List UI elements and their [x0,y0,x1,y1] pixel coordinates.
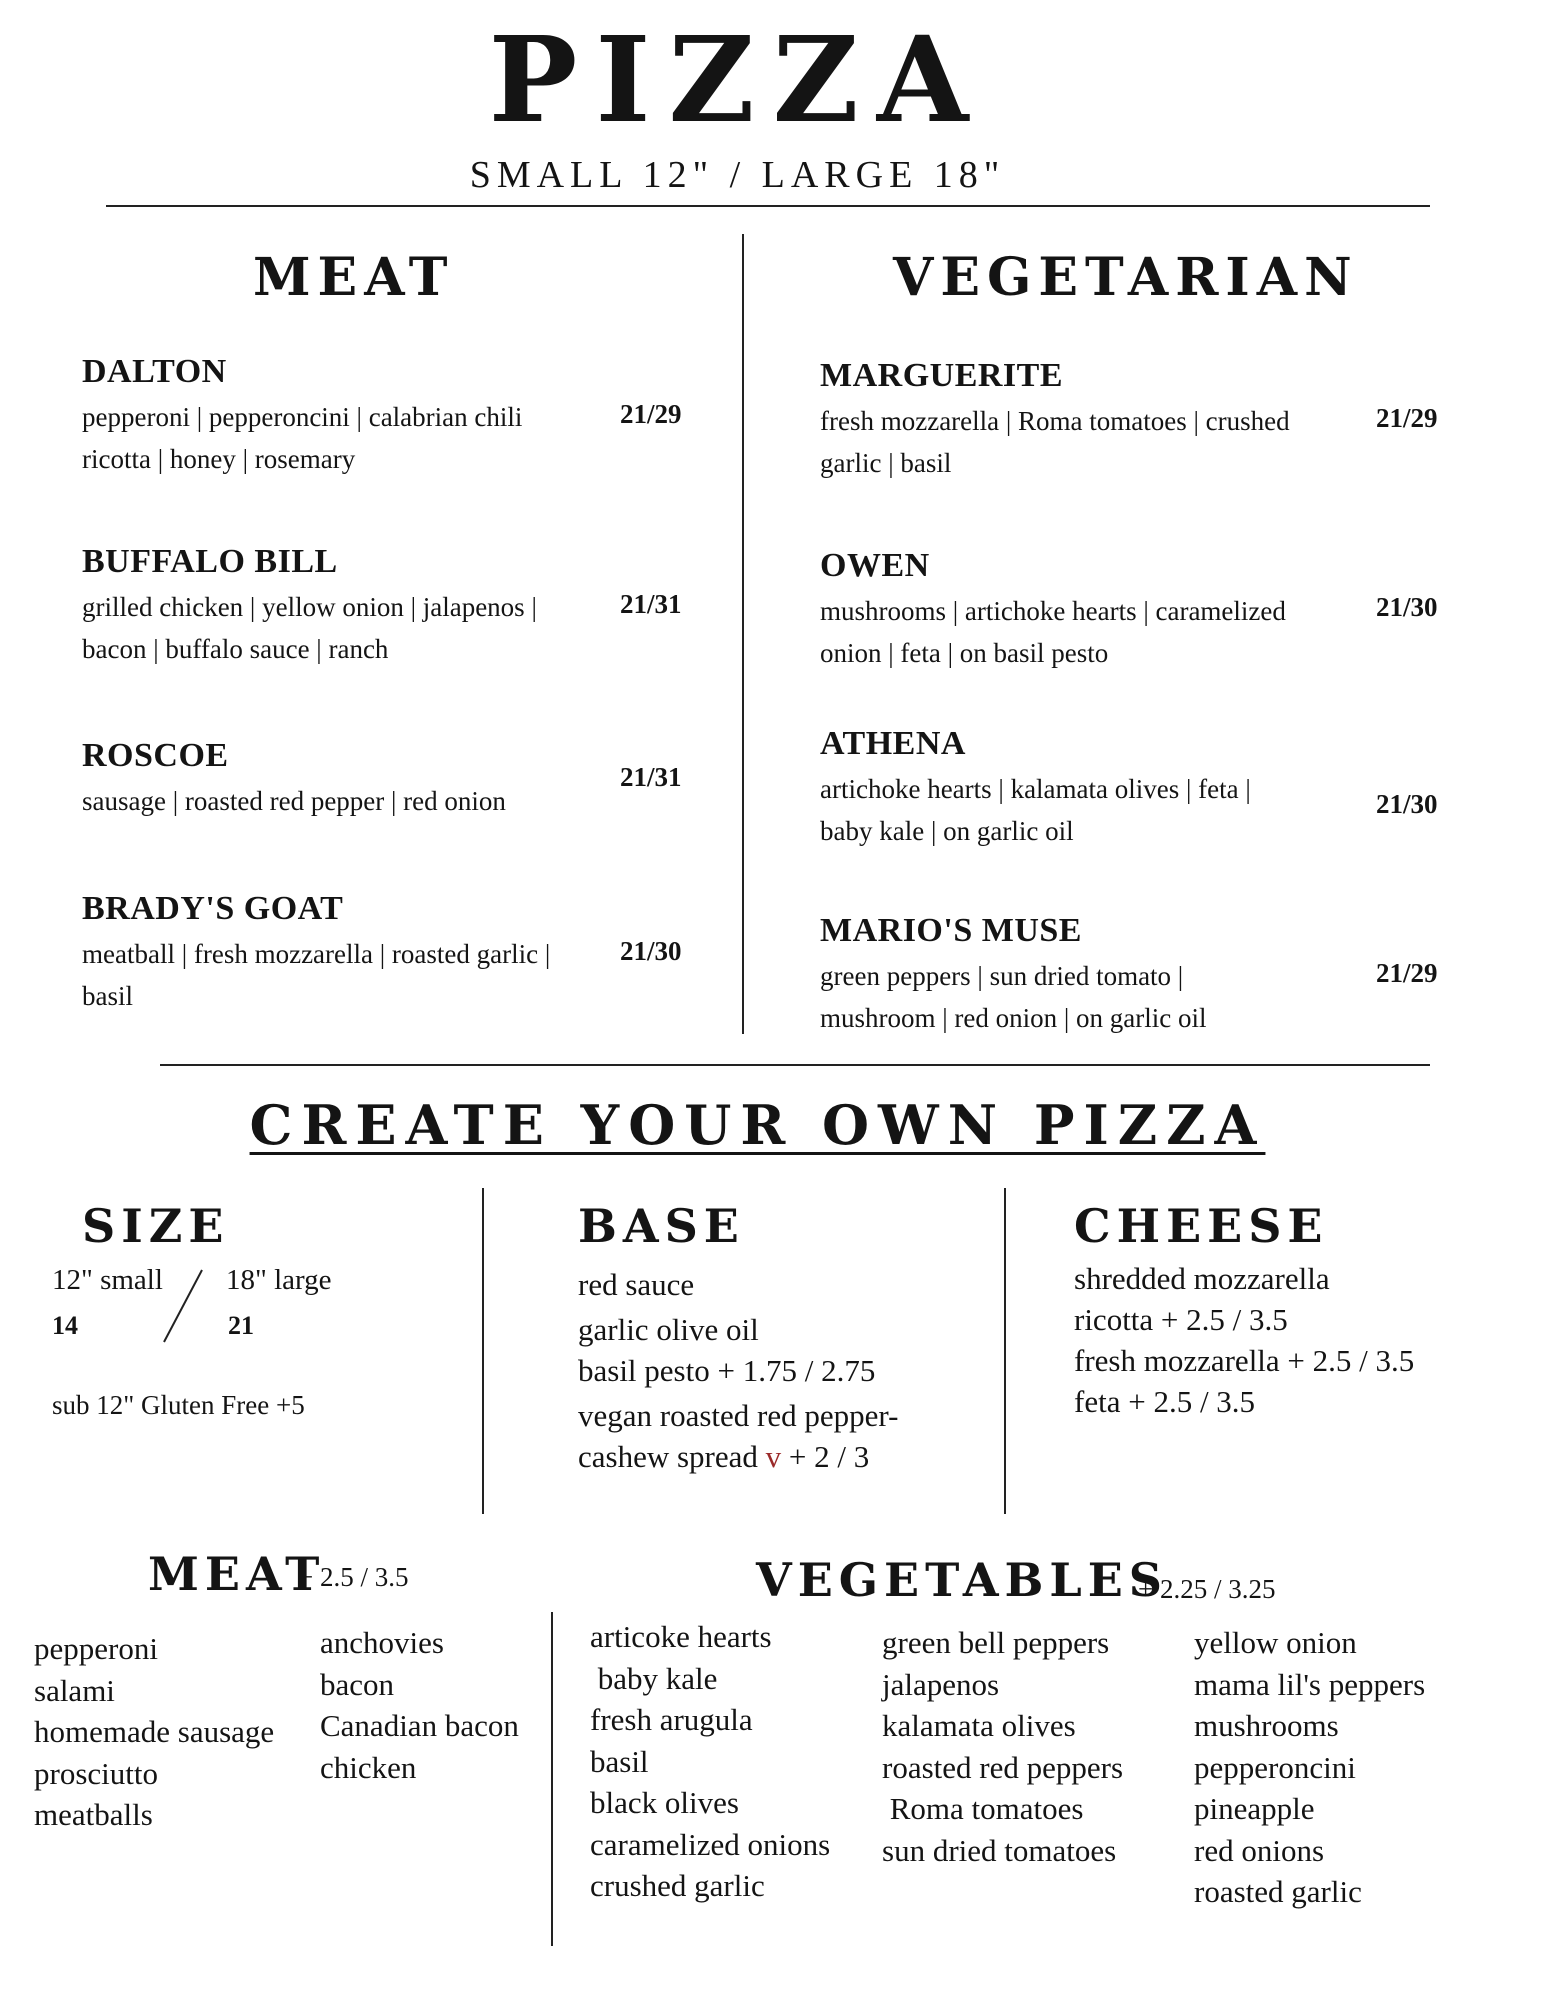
pizza-description: artichoke hearts | kalamata olives | feta | baby kale | on garlic oil [820,774,1251,846]
pizza-description: pepperoni | pepperoncini | calabrian chili ricotta | honey | rosemary [82,402,523,474]
list-item: basil [590,1743,649,1779]
list-item: ricotta + 2.5 / 3.5 [1074,1302,1288,1337]
list-item: red sauce [578,1267,695,1302]
meat-heading: MEAT [253,247,455,308]
pizza-price: 21/29 [1376,403,1438,433]
list-item: articoke hearts [590,1619,772,1654]
section-divider [160,1064,1430,1066]
list-item: feta + 2.5 / 3.5 [1074,1384,1256,1419]
pizza-price: 21/31 [620,762,682,792]
pizza-description: mushrooms | artichoke hearts | caramelized onion | feta | on basil pesto [820,596,1286,668]
pizza-description: grilled chicken | yellow onion | jalapenos | bacon | buffalo sauce | ranch [82,592,537,664]
pizza-price: 21/30 [1376,592,1438,622]
list-item: roasted garlic [1194,1874,1362,1909]
pizza-description: meatball | fresh mozzarella | roasted garlic | basil [82,939,551,1011]
pizza-name: MARIO'S MUSE [820,912,1082,949]
list-item: garlic olive oil [578,1312,759,1347]
list-item: kalamata olives [882,1708,1076,1743]
meat-toppings-column-2 [320,1622,519,1788]
list-item: pineapple [1194,1791,1315,1826]
large-size-price: 21 [228,1311,254,1340]
list-item: sun dried tomatoes [882,1832,1117,1868]
list-item: cashew spread v + 2 / 3 [578,1439,870,1474]
pizza-name: DALTON [82,353,227,390]
pizza-price: 21/30 [1376,789,1438,819]
vegan-mark: v [765,1439,782,1474]
pizza-price: 21/31 [620,589,682,619]
size-heading: SIZE [82,1199,230,1253]
list-item: red onions [1194,1832,1325,1868]
pizza-name: MARGUERITE [820,357,1064,394]
list-item: salami [34,1672,115,1708]
base-list [578,1264,898,1477]
cheese-list [1074,1258,1414,1422]
list-item: yellow onion [1194,1625,1357,1660]
list-item: shredded mozzarella [1074,1261,1330,1296]
pizza-price: 21/29 [620,399,682,429]
list-item: black olives [590,1785,739,1820]
list-item: fresh mozzarella + 2.5 / 3.5 [1074,1343,1415,1378]
pizza-name: BRADY'S GOAT [82,890,344,927]
size-subtitle: SMALL 12" / LARGE 18" [469,154,1006,196]
small-size-price: 14 [52,1311,78,1340]
large-size-label: 18" large [226,1264,332,1296]
vegetables-column-1 [590,1616,830,1907]
pizza-description: green peppers | sun dried tomato | mushroom | red onion | on garlic oil [820,961,1207,1033]
pizza-name: ATHENA [820,725,966,762]
list-item: green bell peppers [882,1625,1110,1660]
base-heading: BASE [578,1199,745,1253]
list-item: fresh arugula [590,1702,753,1737]
cheese-heading: CHEESE [1074,1199,1329,1253]
column-divider [482,1188,484,1514]
list-item: chicken [320,1749,417,1785]
pizza-price: 21/29 [1376,958,1438,988]
list-item: jalapenos [882,1666,1000,1702]
list-item: pepperoni [34,1631,158,1666]
pizza-name: OWEN [820,547,930,584]
pizza-name: ROSCOE [82,737,229,774]
vegetables-heading: VEGETABLES [756,1553,1169,1607]
column-divider [1004,1188,1006,1514]
list-item: vegan roasted red pepper- [578,1398,899,1433]
list-item: mushrooms [1194,1708,1339,1743]
list-item: baby kale [590,1660,718,1696]
meat-toppings-heading: MEAT [148,1547,326,1601]
list-item: meatballs [34,1797,153,1832]
list-item: anchovies [320,1625,444,1660]
list-item: crushed garlic [590,1868,765,1903]
vegetables-column-2 [882,1622,1123,1871]
list-item: pepperoncini [1194,1749,1356,1785]
gluten-free-note: sub 12" Gluten Free +5 [52,1390,305,1420]
list-item: bacon [320,1666,395,1702]
pizza-name: BUFFALO BILL [82,543,338,580]
list-item: basil pesto + 1.75 / 2.75 [578,1353,876,1388]
small-size-label: 12" small [52,1264,163,1296]
list-item: Roma tomatoes [882,1791,1084,1826]
pizza-price: 21/30 [620,936,682,966]
column-divider [742,234,744,1034]
meat-toppings-price: + 2.5 / 3.5 [298,1562,409,1592]
vegetables-column-3 [1194,1622,1425,1913]
page-title: PIZZA [488,10,987,149]
list-item: prosciutto [34,1755,158,1791]
list-item: roasted red peppers [882,1749,1124,1785]
list-item: homemade sausage [34,1714,275,1749]
vegetarian-heading: VEGETARIAN [893,247,1359,308]
pizza-description: sausage | roasted red pepper | red onion [82,786,506,816]
vegetables-price: + 2.25 / 3.25 [1138,1574,1276,1604]
pizza-description: fresh mozzarella | Roma tomatoes | crushed garlic | basil [820,406,1290,478]
list-item: Canadian bacon [320,1708,519,1743]
size-slash [160,1268,206,1344]
list-item: caramelized onions [590,1826,831,1862]
header-divider [106,205,1430,207]
column-divider [551,1612,553,1946]
create-your-own-title: CREATE YOUR OWN PIZZA [249,1093,1266,1157]
meat-toppings-column-1 [34,1628,274,1836]
list-item: mama lil's peppers [1194,1666,1426,1702]
